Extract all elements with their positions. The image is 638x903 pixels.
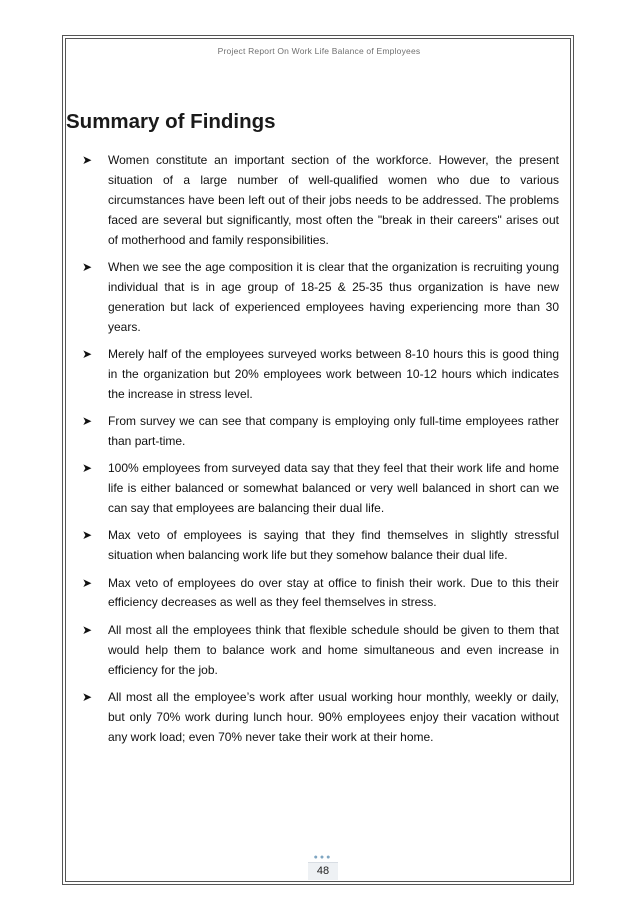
page-number: 48 — [308, 862, 338, 880]
finding-item — [82, 688, 559, 748]
page-title: Summary of Findings — [66, 110, 276, 133]
finding-text: All most all the employee’s work after usual working hour monthly, weekly or daily, but only 70% work during lunch hour. 90% employees enjoy their vacation without any work load; even 70% never take their work at their home. — [108, 689, 559, 744]
finding-text: 100% employees from surveyed data say that they feel that their work life and home life is either balanced or somewhat balanced or very well balanced in short can we can say that employees are balancing their dual life. — [108, 461, 559, 516]
page-number-dots-icon: ●●● — [313, 854, 333, 861]
finding-text: Max veto of employees do over stay at office to finish their work. Due to this their efficiency decreases as well as they feel themselves in stress. — [108, 575, 559, 610]
running-header: Project Report On Work Life Balance of Employees — [217, 46, 421, 56]
finding-item — [82, 459, 559, 519]
finding-item — [82, 412, 559, 452]
arrow-bullet-icon: ➤ — [82, 461, 93, 476]
arrow-bullet-icon: ➤ — [82, 346, 93, 361]
findings-list — [82, 151, 559, 755]
arrow-bullet-icon: ➤ — [82, 622, 93, 637]
finding-item — [82, 526, 559, 566]
arrow-bullet-icon: ➤ — [82, 153, 93, 167]
arrow-bullet-icon: ➤ — [82, 575, 93, 590]
arrow-bullet-icon: ➤ — [82, 259, 93, 274]
arrow-bullet-icon: ➤ — [82, 528, 93, 543]
finding-item — [82, 621, 559, 681]
finding-text: Women constitute an important section of the workforce. However, the present situation of a large number of well-qualified women who due to various circumstances have been left out of their jobs needs to be addressed. The problems faced are several but significantly, most often the "break in their careers" arises out of motherhood and family responsibilities. — [108, 153, 559, 247]
finding-item — [82, 574, 559, 614]
finding-text: All most all the employees think that flexible schedule should be given to them that would help them to balance work and home simultaneous and even increase in efficiency for the job. — [108, 622, 559, 677]
arrow-bullet-icon: ➤ — [82, 689, 93, 704]
finding-text: From survey we can see that company is employing only full-time employees rather than part-time. — [108, 414, 559, 448]
arrow-bullet-icon: ➤ — [82, 414, 93, 429]
finding-text: Merely half of the employees surveyed works between 8-10 hours this is good thing in the organization but 20% employees work between 10-12 hours which indicates the increase in stress level. — [108, 346, 559, 401]
finding-text: Max veto of employees is saying that they find themselves in slightly stressful situation when balancing work life but they somehow balance their dual life. — [108, 528, 559, 563]
finding-item — [82, 151, 559, 251]
finding-item — [82, 258, 559, 338]
finding-text: When we see the age composition it is clear that the organization is recruiting young individual that is in age group of 18-25 & 25-35 thus organization is have new generation but lack of experienced employees having experiencing more than 30 years. — [108, 259, 559, 334]
finding-item — [82, 345, 559, 405]
